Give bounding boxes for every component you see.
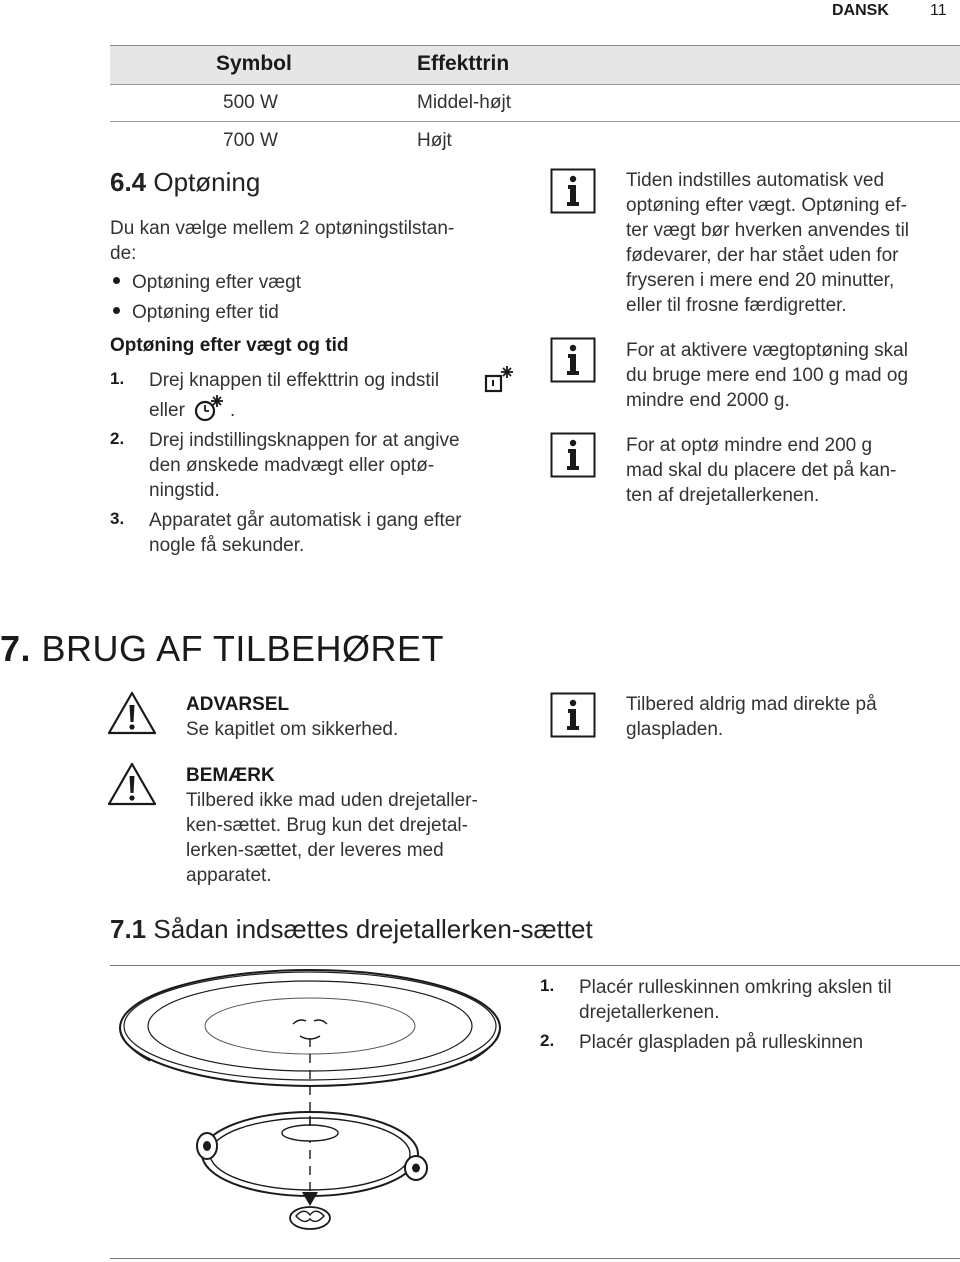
- step-1-line-2: drejetallerkenen.: [579, 1002, 720, 1023]
- table-row-2-symbol: 700 W: [223, 130, 278, 151]
- step-number: 1.: [110, 369, 125, 388]
- caution-line: lerken-sættet, der leveres med: [186, 840, 444, 861]
- chapter-heading: [0, 628, 444, 670]
- step-2-line-2: den ønskede madvægt eller optø-: [149, 455, 435, 476]
- info-note-1-line: ter vægt bør hverken anvendes til: [626, 220, 910, 241]
- info-note-1-line: fødevarer, der har stået uden for: [626, 245, 899, 266]
- warning-text: Se kapitlet om sikkerhed.: [186, 719, 399, 740]
- table-row-1-symbol: 500 W: [223, 92, 278, 113]
- info-icon: [550, 432, 596, 478]
- info-note-line: Tilbered aldrig mad direkte på: [626, 694, 877, 715]
- bullet-item: Optøning efter tid: [132, 302, 279, 323]
- step-1-line-2: eller: [149, 400, 185, 421]
- step-number: 2.: [540, 1031, 555, 1050]
- step-2-line-3: ningstid.: [149, 480, 220, 501]
- info-note-line: glaspladen.: [626, 719, 724, 740]
- info-icon: [550, 168, 596, 214]
- section-7-1-heading: [110, 914, 593, 945]
- info-note-2-line: mindre end 2000 g.: [626, 390, 790, 411]
- table-row-2-level: Højt: [417, 130, 452, 151]
- info-icon: [550, 692, 596, 738]
- defrost-time-icon: [194, 393, 226, 428]
- warning-icon: [106, 690, 158, 736]
- info-note-3-line: For at optø mindre end 200 g: [626, 435, 873, 456]
- header-language: DANSK: [832, 2, 889, 19]
- info-note-3-line: mad skal du placere det på kan-: [626, 460, 897, 481]
- step-1-line-1: Placér rulleskinnen omkring akslen til: [579, 977, 892, 998]
- intro-line-1: Du kan vælge mellem 2 optøningstilstan-: [110, 218, 455, 239]
- step-2-line-1: Drej indstillingsknappen for at angive: [149, 430, 460, 451]
- intro-line-2: de:: [110, 243, 137, 264]
- caution-title: BEMÆRK: [186, 765, 275, 786]
- caution-line: Tilbered ikke mad uden drejetaller-: [186, 790, 478, 811]
- bullet-item: Optøning efter vægt: [132, 272, 301, 293]
- info-note-1-line: fryseren i mere end 20 minutter,: [626, 270, 895, 291]
- page-number: 11: [930, 2, 947, 19]
- warning-icon: [106, 761, 158, 807]
- section-6-4-heading: [110, 167, 260, 198]
- step-1-line-3: .: [230, 400, 236, 421]
- defrost-weight-icon: [484, 364, 516, 399]
- section-number: 7.1: [110, 914, 147, 944]
- caution-line: apparatet.: [186, 865, 272, 886]
- caution-line: ken-sættet. Brug kun det drejetal-: [186, 815, 468, 836]
- bottom-rule: [110, 1258, 960, 1259]
- info-note-2-line: For at aktivere vægtoptøning skal: [626, 340, 908, 361]
- info-note-3-line: ten af drejetallerkenen.: [626, 485, 820, 506]
- chapter-title: BRUG AF TILBEHØRET: [41, 628, 444, 669]
- step-number: 2.: [110, 429, 125, 448]
- bullet-dot: [113, 277, 120, 284]
- subheading: Optøning efter vægt og tid: [110, 335, 349, 356]
- chapter-number: 7.: [0, 628, 32, 669]
- info-note-1-line: optøning efter vægt. Optøning ef-: [626, 195, 907, 216]
- table-rule: [110, 121, 960, 122]
- step-3-line-1: Apparatet går automatisk i gang efter: [149, 510, 462, 531]
- step-3-line-2: nogle få sekunder.: [149, 535, 305, 556]
- step-2-line-1: Placér glaspladen på rulleskinnen: [579, 1032, 864, 1053]
- info-note-1-line: Tiden indstilles automatisk ved: [626, 170, 885, 191]
- step-number: 3.: [110, 509, 125, 528]
- info-note-2-line: du bruge mere end 100 g mad og: [626, 365, 909, 386]
- section-title: Sådan indsættes drejetallerken-sættet: [153, 914, 593, 944]
- bullet-dot: [113, 307, 120, 314]
- table-rule: [110, 84, 960, 85]
- info-icon: [550, 337, 596, 383]
- table-header-symbol: Symbol: [216, 52, 292, 75]
- step-1-line-1: Drej knappen til effekttrin og indstil: [149, 370, 440, 391]
- info-note-1-line: eller til frosne færdigretter.: [626, 295, 847, 316]
- table-header-level: Effekttrin: [417, 52, 510, 75]
- warning-title: ADVARSEL: [186, 694, 290, 715]
- turntable-assembly-illustration: [110, 966, 510, 1256]
- section-number: 6.4: [110, 167, 147, 197]
- section-title: Optøning: [153, 167, 261, 197]
- step-number: 1.: [540, 976, 555, 995]
- table-row-1-level: Middel-højt: [417, 92, 511, 113]
